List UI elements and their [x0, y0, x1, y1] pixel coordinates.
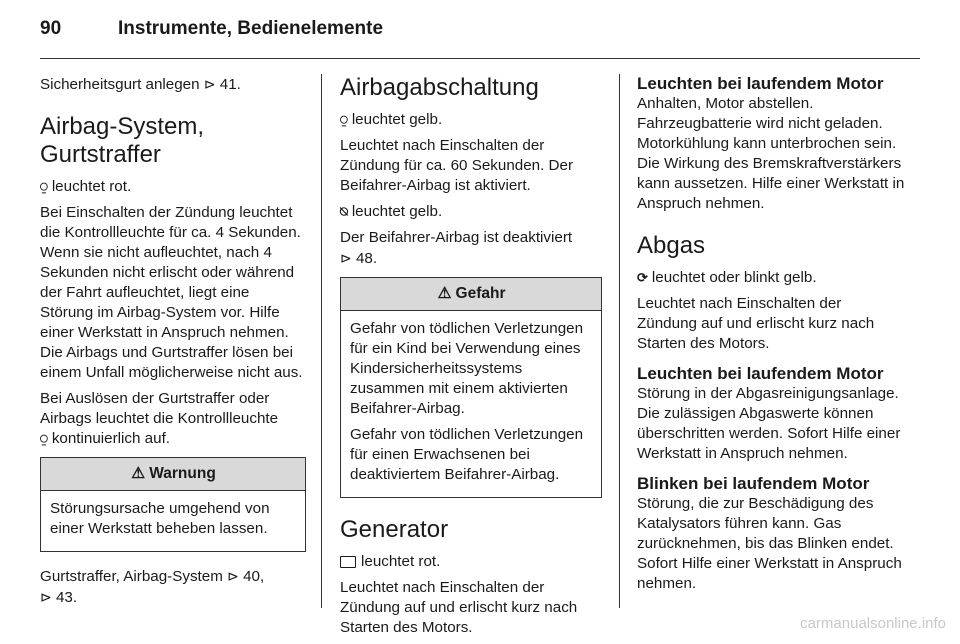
generator-status: leuchtet rot.: [340, 552, 602, 572]
generator-paragraph: Leuchtet nach Einschalten der Zündung auf und erlischt kurz nach Starten des Motors.: [340, 579, 578, 636]
danger-text-2: Gefahr von tödlichen Verletzungen für einen Erwachsenen bei deaktiviertem Beifahrer-Airbag.: [350, 426, 584, 483]
airbag-status: ⍜ leuchtet rot.: [40, 178, 132, 195]
footer-reference: Gurtstraffer, Airbag-System ⊳ 40, ⊳ 43.: [40, 568, 265, 606]
page-ref-arrow-icon: ⊳: [203, 76, 216, 92]
exhaust-heading: Abgas: [637, 232, 706, 259]
warning-triangle-icon: ⚠: [437, 285, 452, 302]
danger-box-header: ⚠ Gefahr: [341, 278, 601, 311]
blinking-heading: Blinken bei laufendem Motor: [637, 474, 870, 493]
column-middle: [340, 74, 602, 644]
generator-heading: Generator: [340, 516, 449, 543]
exhaust-running-heading: Leuchten bei laufendem Motor: [637, 364, 884, 383]
danger-text-1: Gefahr von tödlichen Verletzungen für ein Kind bei Verwendung eines Kindersicherheitssystems zusammen mit einem aktivierten Beifahrer-Airbag.: [350, 320, 584, 417]
airbag-warning-icon: ⍜: [40, 431, 48, 446]
watermark: carmanualsonline.info: [800, 615, 946, 632]
warning-box-header: ⚠ Warnung: [41, 458, 305, 491]
airbag-paragraph: Bei Einschalten der Zündung leuchtet die Kontrollleuchte für ca. 4 Sekunden. Wenn sie nicht aufleuchtet, nach 4 Sekunden nicht erlischt oder während der Fahrt aufleuchtet, liegt eine Störung im Airbag-System vor. Hilfe einer Werkstatt in Anspruch nehmen. Die Airbags und Gurtstraffer lösen bei einem Unfall möglicherweise nicht aus.: [40, 204, 303, 381]
airbag-warning-icon: ⍜: [40, 179, 48, 194]
page-ref-arrow-icon: ⊳: [340, 250, 352, 266]
exhaust-paragraph: Leuchtet nach Einschalten der Zündung auf und erlischt kurz nach Starten des Motors.: [637, 295, 875, 352]
column-left: [40, 74, 306, 614]
status-off-paragraph: Der Beifahrer-Airbag ist deaktiviert ⊳ 48.: [340, 229, 573, 267]
page-title: Instrumente, Bedienelemente: [118, 18, 384, 39]
warning-text: Störungsursache umgehend von einer Werkstatt beheben lassen.: [50, 500, 270, 537]
status-on-paragraph: Leuchtet nach Einschalten der Zündung für ca. 60 Sekunden. Der Beifahrer-Airbag ist aktiviert.: [340, 137, 574, 194]
header-divider: [40, 58, 920, 59]
intro-text: Sicherheitsgurt anlegen ⊳ 41.: [40, 76, 241, 93]
status-off: ⍉ leuchtet gelb.: [340, 203, 443, 220]
airbag-off-icon: ⍉: [340, 204, 348, 219]
running-engine-paragraph: Anhalten, Motor abstellen. Fahrzeugbatterie wird nicht geladen. Motorkühlung kann unterbrochen sein. Die Wirkung des Bremskraftverstärkers kann aussetzen. Hilfe einer Werkstatt in Anspruch nehmen.: [637, 95, 905, 212]
page-ref-arrow-icon: ⊳: [227, 568, 239, 584]
column-divider: [321, 74, 322, 608]
exhaust-running-paragraph: Störung in der Abgasreinigungsanlage. Die zulässigen Abgaswerte können überschritten werden. Sofort Hilfe einer Werkstatt in Anspruch nehmen.: [637, 385, 901, 462]
column-right: [637, 74, 905, 600]
page-ref-arrow-icon: ⊳: [40, 589, 52, 605]
exhaust-status: ⟳ leuchtet oder blinkt gelb.: [637, 269, 817, 286]
blinking-paragraph: Störung, die zur Beschädigung des Katalysators führen kann. Gas zurücknehmen, bis das Blinken endet. Sofort Hilfe einer Werkstatt in Anspruch nehmen.: [637, 495, 902, 592]
airbag-deactivation-heading: Airbagabschaltung: [340, 74, 539, 101]
column-divider: [619, 74, 620, 608]
page-header: [40, 18, 383, 40]
battery-icon: [340, 556, 356, 568]
airbag-paragraph-2: Bei Auslösen der Gurtstraffer oder Airbags leuchtet die Kontrollleuchte ⍜ kontinuierlich auf.: [40, 390, 279, 447]
status-on: ⍜ leuchtet gelb.: [340, 111, 443, 128]
warning-box: [40, 457, 306, 552]
airbag-on-icon: ⍜: [340, 112, 348, 127]
page-number: 90: [40, 18, 62, 39]
engine-check-icon: ⟳: [637, 270, 648, 285]
airbag-heading: Airbag-System, Gurtstraffer: [40, 113, 205, 168]
danger-box: [340, 277, 602, 498]
warning-triangle-icon: ⚠: [131, 465, 146, 482]
running-engine-heading: Leuchten bei laufendem Motor: [637, 74, 884, 93]
